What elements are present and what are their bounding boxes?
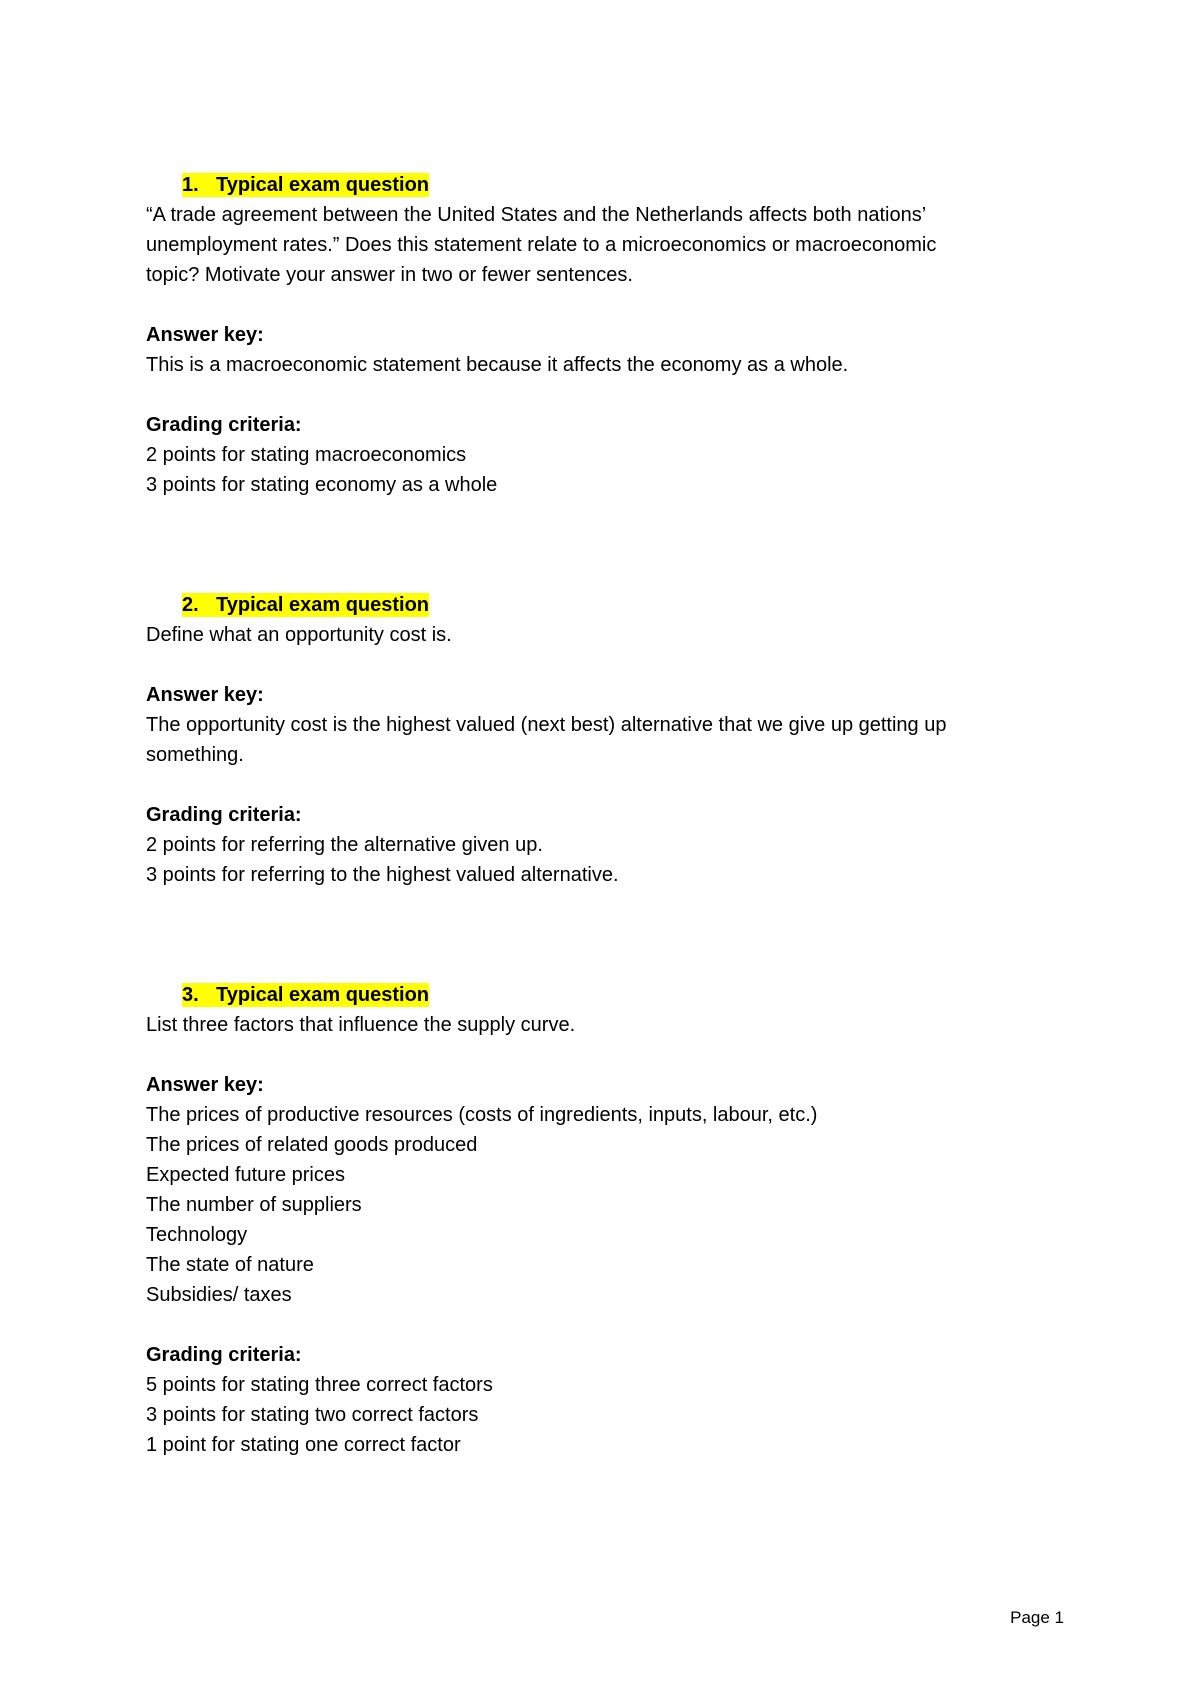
criteria-line: 3 points for referring to the highest valued alternative. [146,864,619,886]
grading-criteria-label: Grading criteria: [146,804,302,826]
grading-criteria-label: Grading criteria: [146,414,302,436]
heading-number: 2. [182,594,199,616]
heading-text: Typical exam question [216,594,430,616]
answer-line: The number of suppliers [146,1194,362,1216]
answer-key-label: Answer key: [146,324,264,346]
criteria-line: 2 points for referring the alternative given up. [146,834,543,856]
answer-line: Expected future prices [146,1164,345,1186]
answer-key-label: Answer key: [146,684,264,706]
answer-line: The opportunity cost is the highest valued (next best) alternative that we give up getting up [146,714,947,736]
answer-line: something. [146,744,244,766]
criteria-line: 2 points for stating macroeconomics [146,444,467,466]
section-spacer [146,500,1066,590]
answer-line: Technology [146,1224,248,1246]
question-heading-3 [182,980,1066,1010]
question-line: unemployment rates.” Does this statement relate to a microeconomics or macroeconomic [146,234,937,256]
heading-highlight [182,173,429,197]
question-section-2 [146,590,1066,890]
answer-line: The state of nature [146,1254,314,1276]
answer-line: The prices of related goods produced [146,1134,478,1156]
document-body [146,170,1066,1460]
question-line: topic? Motivate your answer in two or fewer sentences. [146,264,633,286]
criteria-line: 5 points for stating three correct factors [146,1374,493,1396]
question-section-3 [146,980,1066,1460]
answer-line: The prices of productive resources (costs of ingredients, inputs, labour, etc.) [146,1104,818,1126]
page-number: Page 1 [1010,1608,1064,1627]
question-section-1 [146,170,1066,500]
question-heading-1 [182,170,1066,200]
answer-key-label: Answer key: [146,1074,264,1096]
answer-line: This is a macroeconomic statement because it affects the economy as a whole. [146,354,849,376]
criteria-line: 1 point for stating one correct factor [146,1434,461,1456]
heading-text: Typical exam question [216,984,430,1006]
criteria-line: 3 points for stating economy as a whole [146,474,498,496]
question-line: List three factors that influence the supply curve. [146,1014,576,1036]
question-heading-2 [182,590,1066,620]
section-spacer [146,890,1066,980]
heading-number: 3. [182,984,199,1006]
heading-number: 1. [182,174,199,196]
grading-criteria-label: Grading criteria: [146,1344,302,1366]
heading-text: Typical exam question [216,174,430,196]
heading-highlight [182,593,429,617]
question-line: Define what an opportunity cost is. [146,624,452,646]
heading-highlight [182,983,429,1007]
criteria-line: 3 points for stating two correct factors [146,1404,479,1426]
answer-line: Subsidies/ taxes [146,1284,292,1306]
question-line: “A trade agreement between the United States and the Netherlands affects both nations’ [146,204,927,226]
